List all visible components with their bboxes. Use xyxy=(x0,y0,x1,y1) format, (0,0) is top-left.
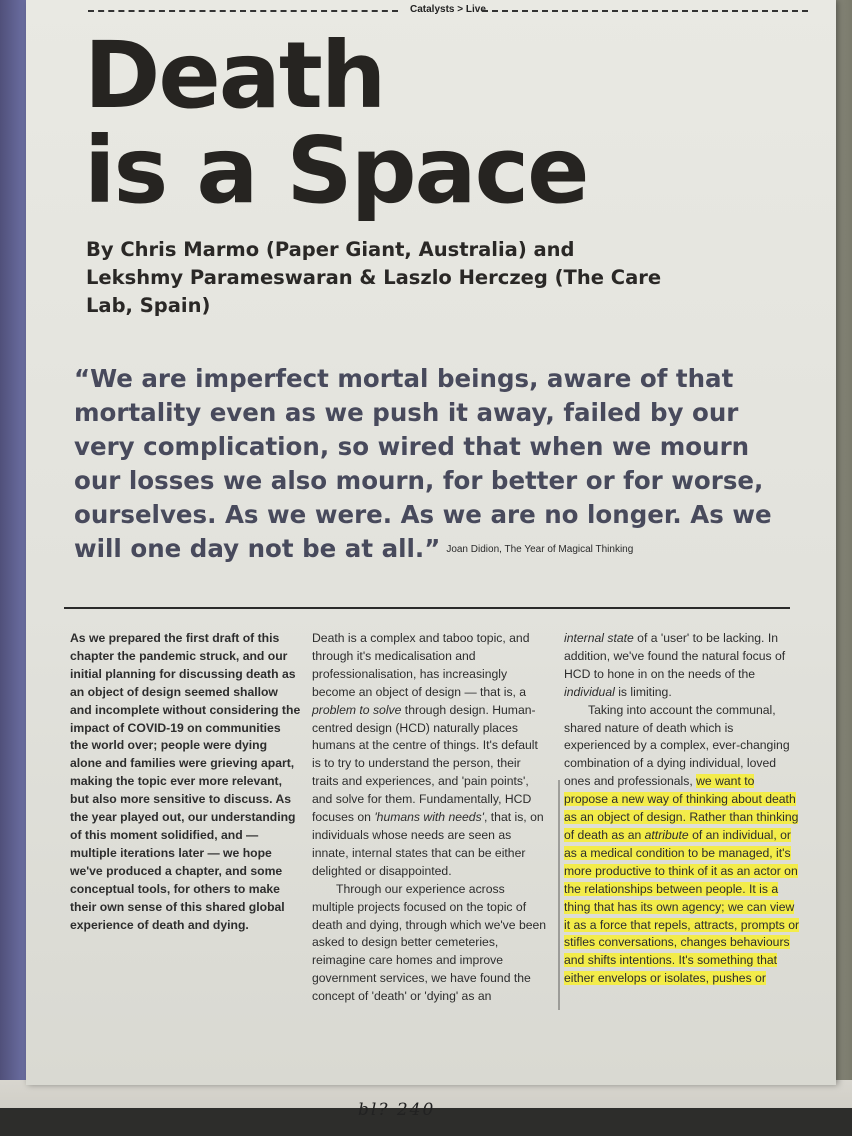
text-run: of a 'user' to be lacking. In addition, we've found the natural focus of HCD to hone in on the needs of the xyxy=(564,631,786,681)
text-run: is limiting. xyxy=(614,684,672,699)
highlighted-text: we want to propose a new way of thinking about death as an object of design. xyxy=(564,774,796,825)
paragraph: Through our experience across multiple projects focused on the topic of death and dying, through which we've been asked to design better cemeteries, reimagine care homes and improve government services, we have found the concept of 'death' or 'dying' as an xyxy=(312,881,547,1004)
quote-text: “We are imperfect mortal beings, aware of that mortality even as we push it away, failed by our very complication, so wired that when we mourn our losses we also mourn, for better or for worse, ourselves. As we were. As we are no longer. As we will one day not be at all.” xyxy=(74,364,772,563)
text-run: Taking into account the communal, shared nature of death which is experienced by a complex, ever-changing combination of a dying individual, loved ones and professionals, xyxy=(564,702,790,789)
byline: By Chris Marmo (Paper Giant, Australia) and Lekshmy Parameswaran & Laszlo Herczeg (The Care Lab, Spain) xyxy=(86,238,662,317)
body-column-3 xyxy=(564,630,800,988)
header-rule-left xyxy=(88,10,398,12)
title-line-1: Death xyxy=(84,22,385,129)
highlighted-text: Rather than thinking of death as an xyxy=(564,810,799,842)
paragraph xyxy=(312,630,548,881)
emphasis: problem to solve xyxy=(312,702,402,717)
emphasis: 'humans with needs' xyxy=(374,810,485,825)
highlighted-emphasis: attribute xyxy=(644,827,689,842)
section-label: Catalysts > Live xyxy=(410,4,486,15)
text-run: through design. Human-centred design (HCD) naturally places humans at the centre of things. It's default is to try to understand the person, their traits and experiences, and 'pain points', and solve for them. Fundamentally, HCD focuses on xyxy=(312,702,538,825)
text-run: Death is a complex and taboo topic, and through it's medicalisation and professionalisation, has increasingly become an object of design — that is, a xyxy=(312,631,530,699)
intro-paragraph: As we prepared the first draft of this chapter the pandemic struck, and our initial planning for discussing death as an object of design seemed shallow and incomplete without considering the impact of COVID-19 on communities the world over; people were dying alone and families were grieving apart, making the topic ever more relevant, but also more sensitive to discuss. As the year played out, our understanding of this moment solidified, and — multiple iterations later — we hope we've produced a chapter, and some conceptual tools, for others to make their own sense of this shared global experience of death and dying. xyxy=(70,631,301,932)
header-rule-right xyxy=(482,10,808,12)
intro-column xyxy=(70,630,302,934)
emphasis: internal state xyxy=(564,631,634,645)
highlighted-text: of an individual, or as a medical condition to be managed, it's more productive to think of it as an actor on the relationships between people. It is a thing that has its own agency; we can view it as a force that repels, attracts, prompts or stifles conversations, changes behaviours and shifts intentions. It's something that either envelops or isolates, pushes or xyxy=(564,827,800,986)
text-run: , that is, on individuals whose needs are seen as innate, internal states that can be either delighted or disappointed. xyxy=(312,810,544,878)
book-page xyxy=(26,0,836,1085)
body-column-2 xyxy=(312,630,548,1006)
pencil-mark xyxy=(558,780,560,1010)
section-divider xyxy=(64,607,790,609)
paragraph xyxy=(564,630,800,702)
pull-quote xyxy=(74,362,794,567)
paragraph xyxy=(564,702,800,989)
quote-source: Joan Didion, The Year of Magical Thinking xyxy=(446,544,634,555)
title-line-2: is a Space xyxy=(84,117,588,224)
emphasis: individual xyxy=(564,684,615,699)
handwritten-page-note: bl? 240 xyxy=(358,1100,436,1120)
article-title xyxy=(84,22,588,224)
